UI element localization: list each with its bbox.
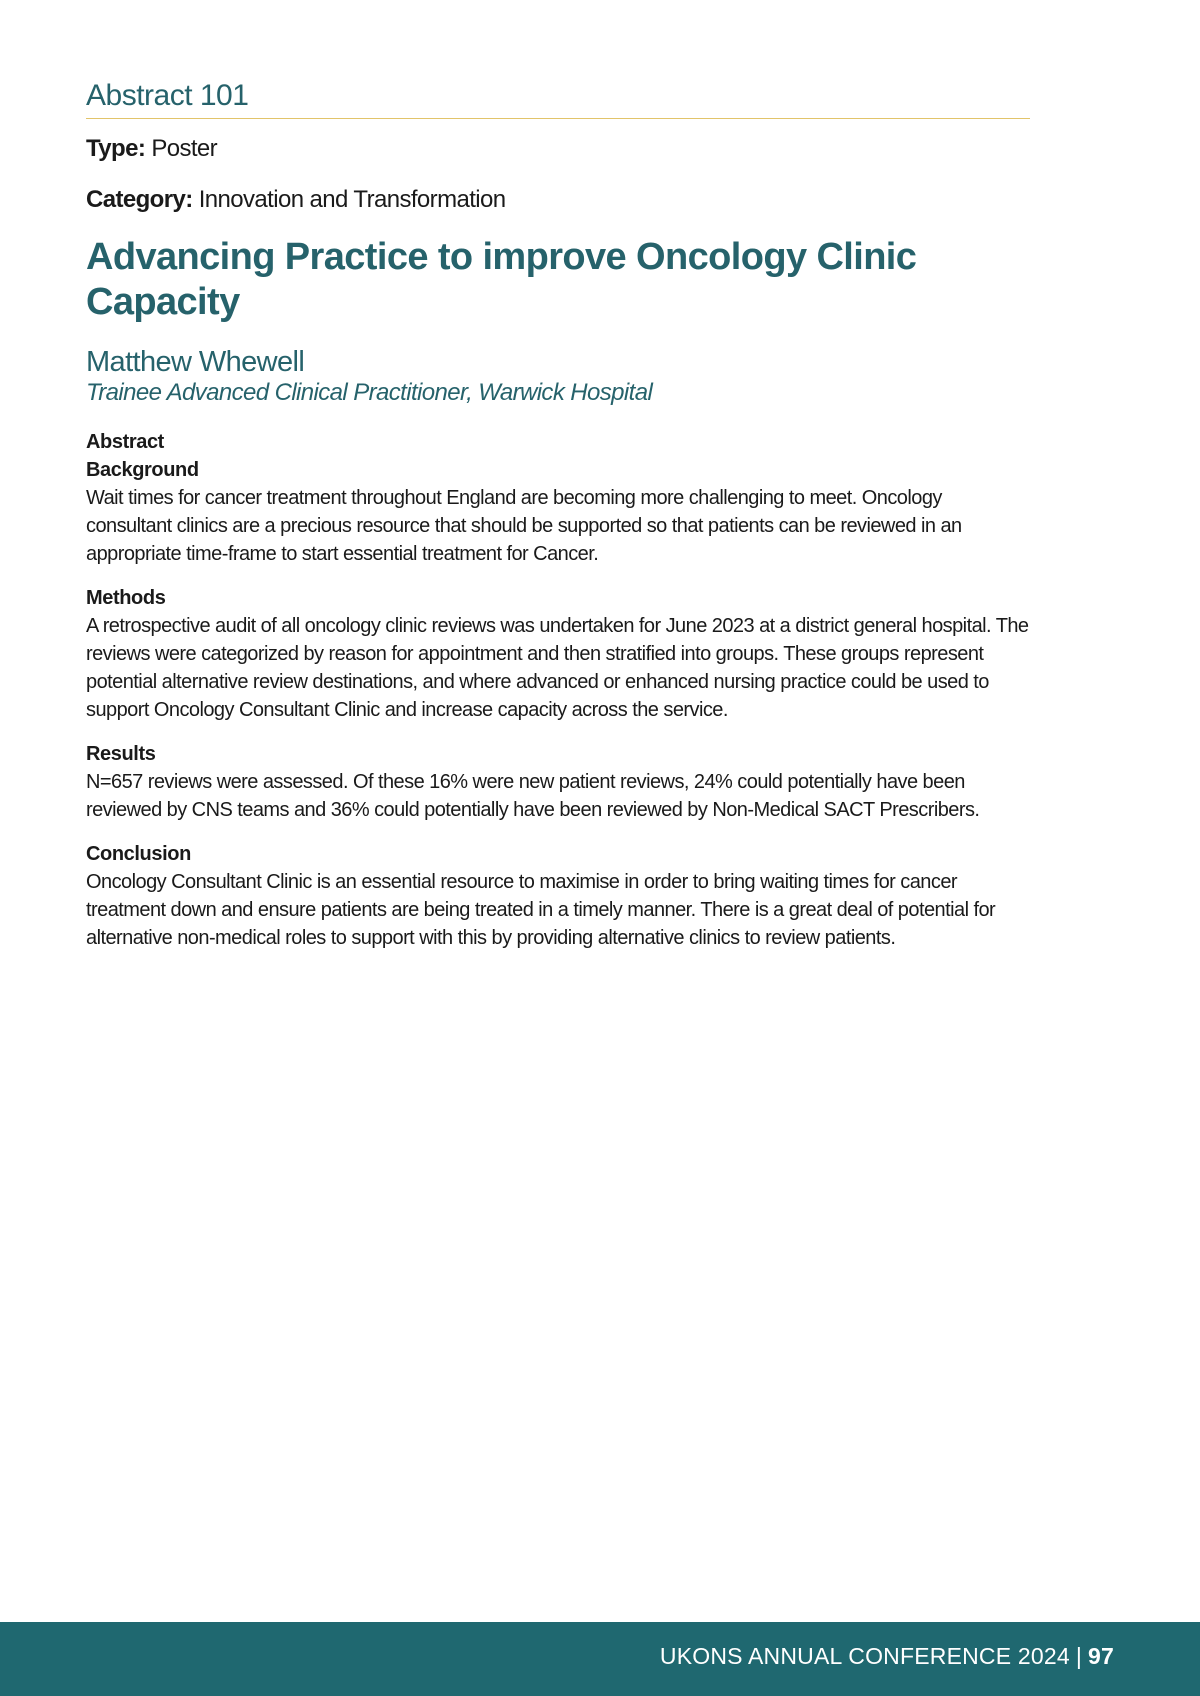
- section-heading: Background: [86, 458, 199, 481]
- section-text: A retrospective audit of all oncology clinic reviews was undertaken for June 2023 at a district general hospital. The reviews were categorized by reason for appointment and then stratified into groups. These groups represent potential alternative review destinations, and where advanced or enhanced nursing practice could be used to support Oncology Consultant Clinic and increase capacity across the service.: [86, 614, 1029, 721]
- section-text: N=657 reviews were assessed. Of these 16% were new patient reviews, 24% could potentially have been reviewed by CNS teams and 36% could potentially have been reviewed by Non-Medical SACT Prescribers.: [86, 770, 980, 821]
- section-text: Oncology Consultant Clinic is an essential resource to maximise in order to bring waiting times for cancer treatment down and ensure patients are being treated in a timely manner. There is a great deal of potential for alternative non-medical roles to support with this by providing alternative clinics to review patients.: [86, 870, 996, 949]
- type-key: Type:: [86, 135, 146, 162]
- category-value: Innovation and Transformation: [198, 185, 506, 213]
- section-heading: Methods: [86, 586, 166, 609]
- abstract-page-content: [86, 78, 1030, 968]
- conference-name: UKONS ANNUAL CONFERENCE 2024: [659, 1643, 1070, 1669]
- type-line: [86, 135, 1030, 164]
- author-affiliation: Trainee Advanced Clinical Practitioner, Warwick Hospital: [86, 379, 653, 407]
- author-name: Matthew Whewell: [86, 345, 305, 378]
- section-results: [86, 740, 1030, 824]
- section-conclusion: [86, 840, 1030, 952]
- abstract-heading: Abstract: [86, 430, 164, 453]
- section-methods: [86, 584, 1030, 724]
- section-heading: Results: [86, 742, 156, 765]
- section-heading: Conclusion: [86, 842, 191, 865]
- section-text: Wait times for cancer treatment throughout England are becoming more challenging to meet. Oncology consultant clinics are a precious resource that should be supported so that patients can be reviewed in an appropriate time-frame to start essential treatment for Cancer.: [86, 486, 962, 565]
- abstract-title: Advancing Practice to improve Oncology Clinic Capacity: [86, 235, 917, 324]
- type-value: Poster: [151, 135, 218, 162]
- footer-text: [660, 1642, 1114, 1672]
- heading-divider: [86, 118, 1030, 119]
- category-line: [86, 186, 1030, 215]
- category-key: Category:: [86, 185, 193, 213]
- section-background: [86, 456, 1030, 568]
- footer-separator: |: [1075, 1643, 1083, 1669]
- page-footer: [0, 1622, 1200, 1696]
- page-number: 97: [1088, 1643, 1114, 1669]
- abstract-number: Abstract 101: [86, 79, 249, 112]
